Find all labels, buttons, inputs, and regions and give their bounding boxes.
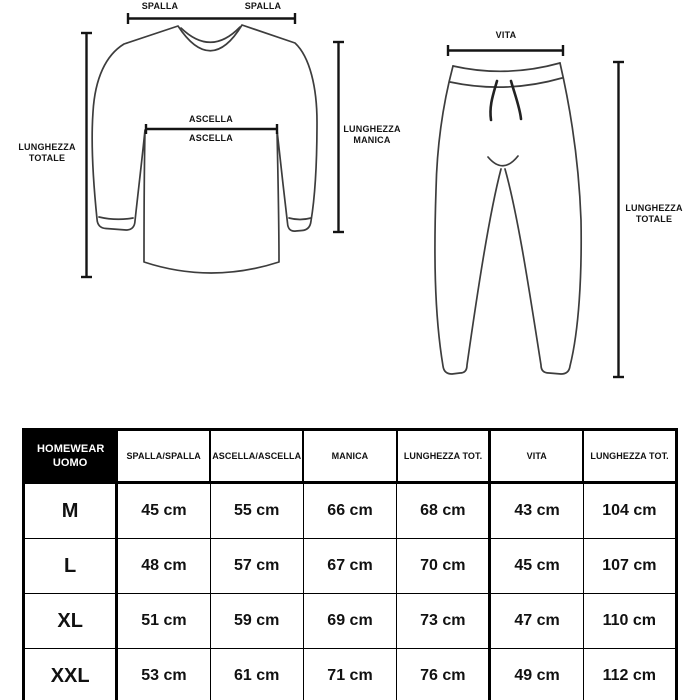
size-label: XXL	[24, 649, 117, 700]
col-header-manica: MANICA	[303, 430, 396, 483]
pants-vita-measure-line	[448, 45, 563, 56]
shirt-outline	[92, 25, 317, 273]
size-label: XL	[24, 594, 117, 649]
value-cell: 110 cm	[583, 594, 676, 649]
value-cell: 43 cm	[490, 483, 583, 539]
pants-vita-label: VITA	[495, 30, 517, 40]
pants-lunghezza-totale-label: LUNGHEZZA TOTALE	[625, 203, 683, 224]
pants-crotch-seam	[488, 156, 518, 166]
value-cell: 55 cm	[210, 483, 303, 539]
col-header-lunghezza-tot-pants: LUNGHEZZA TOT.	[583, 430, 676, 483]
value-cell: 57 cm	[210, 539, 303, 594]
shirt-left-cuff-seam	[99, 217, 133, 219]
size-table	[22, 428, 678, 700]
value-cell: 48 cm	[117, 539, 210, 594]
value-cell: 49 cm	[490, 649, 583, 700]
value-cell: 70 cm	[397, 539, 490, 594]
pants-drawing	[435, 63, 581, 374]
shirt-ascella-bottom-label: ASCELLA	[189, 133, 233, 143]
value-cell: 67 cm	[303, 539, 396, 594]
size-row-m	[24, 483, 677, 539]
value-cell: 107 cm	[583, 539, 676, 594]
shirt-spalla-right-label: SPALLA	[244, 1, 282, 11]
value-cell: 68 cm	[397, 483, 490, 539]
value-cell: 76 cm	[397, 649, 490, 700]
pants-waistband-seam	[450, 78, 562, 87]
shirt-drawing	[92, 25, 317, 273]
size-row-l	[24, 539, 677, 594]
value-cell: 69 cm	[303, 594, 396, 649]
shirt-lunghezza-totale-label: LUNGHEZZA TOTALE	[18, 142, 76, 163]
value-cell: 61 cm	[210, 649, 303, 700]
size-row-xxl	[24, 649, 677, 700]
value-cell: 47 cm	[490, 594, 583, 649]
value-cell: 73 cm	[397, 594, 490, 649]
size-label: L	[24, 539, 117, 594]
value-cell: 59 cm	[210, 594, 303, 649]
shirt-lunghezza-manica-label: LUNGHEZZA MANICA	[343, 124, 401, 145]
value-cell: 104 cm	[583, 483, 676, 539]
pants-right-leg	[505, 63, 581, 374]
col-header-lunghezza-tot-shirt: LUNGHEZZA TOT.	[397, 430, 490, 483]
value-cell: 45 cm	[117, 483, 210, 539]
col-header-vita: VITA	[490, 430, 583, 483]
col-header-spalla: SPALLA/SPALLA	[117, 430, 210, 483]
value-cell: 53 cm	[117, 649, 210, 700]
size-table-header-row	[24, 430, 677, 483]
size-label: M	[24, 483, 117, 539]
table-corner-header: HOMEWEAR UOMO	[24, 430, 117, 483]
col-header-ascella: ASCELLA/ASCELLA	[210, 430, 303, 483]
shirt-spalla-measure-line	[128, 13, 295, 24]
pants-waist-top-edge	[453, 63, 560, 71]
value-cell: 45 cm	[490, 539, 583, 594]
value-cell: 71 cm	[303, 649, 396, 700]
value-cell: 51 cm	[117, 594, 210, 649]
shirt-ascella-top-label: ASCELLA	[189, 114, 233, 124]
shirt-right-cuff-seam	[289, 218, 311, 220]
size-row-xl	[24, 594, 677, 649]
value-cell: 66 cm	[303, 483, 396, 539]
shirt-spalla-left-label: SPALLA	[141, 1, 179, 11]
value-cell: 112 cm	[583, 649, 676, 700]
